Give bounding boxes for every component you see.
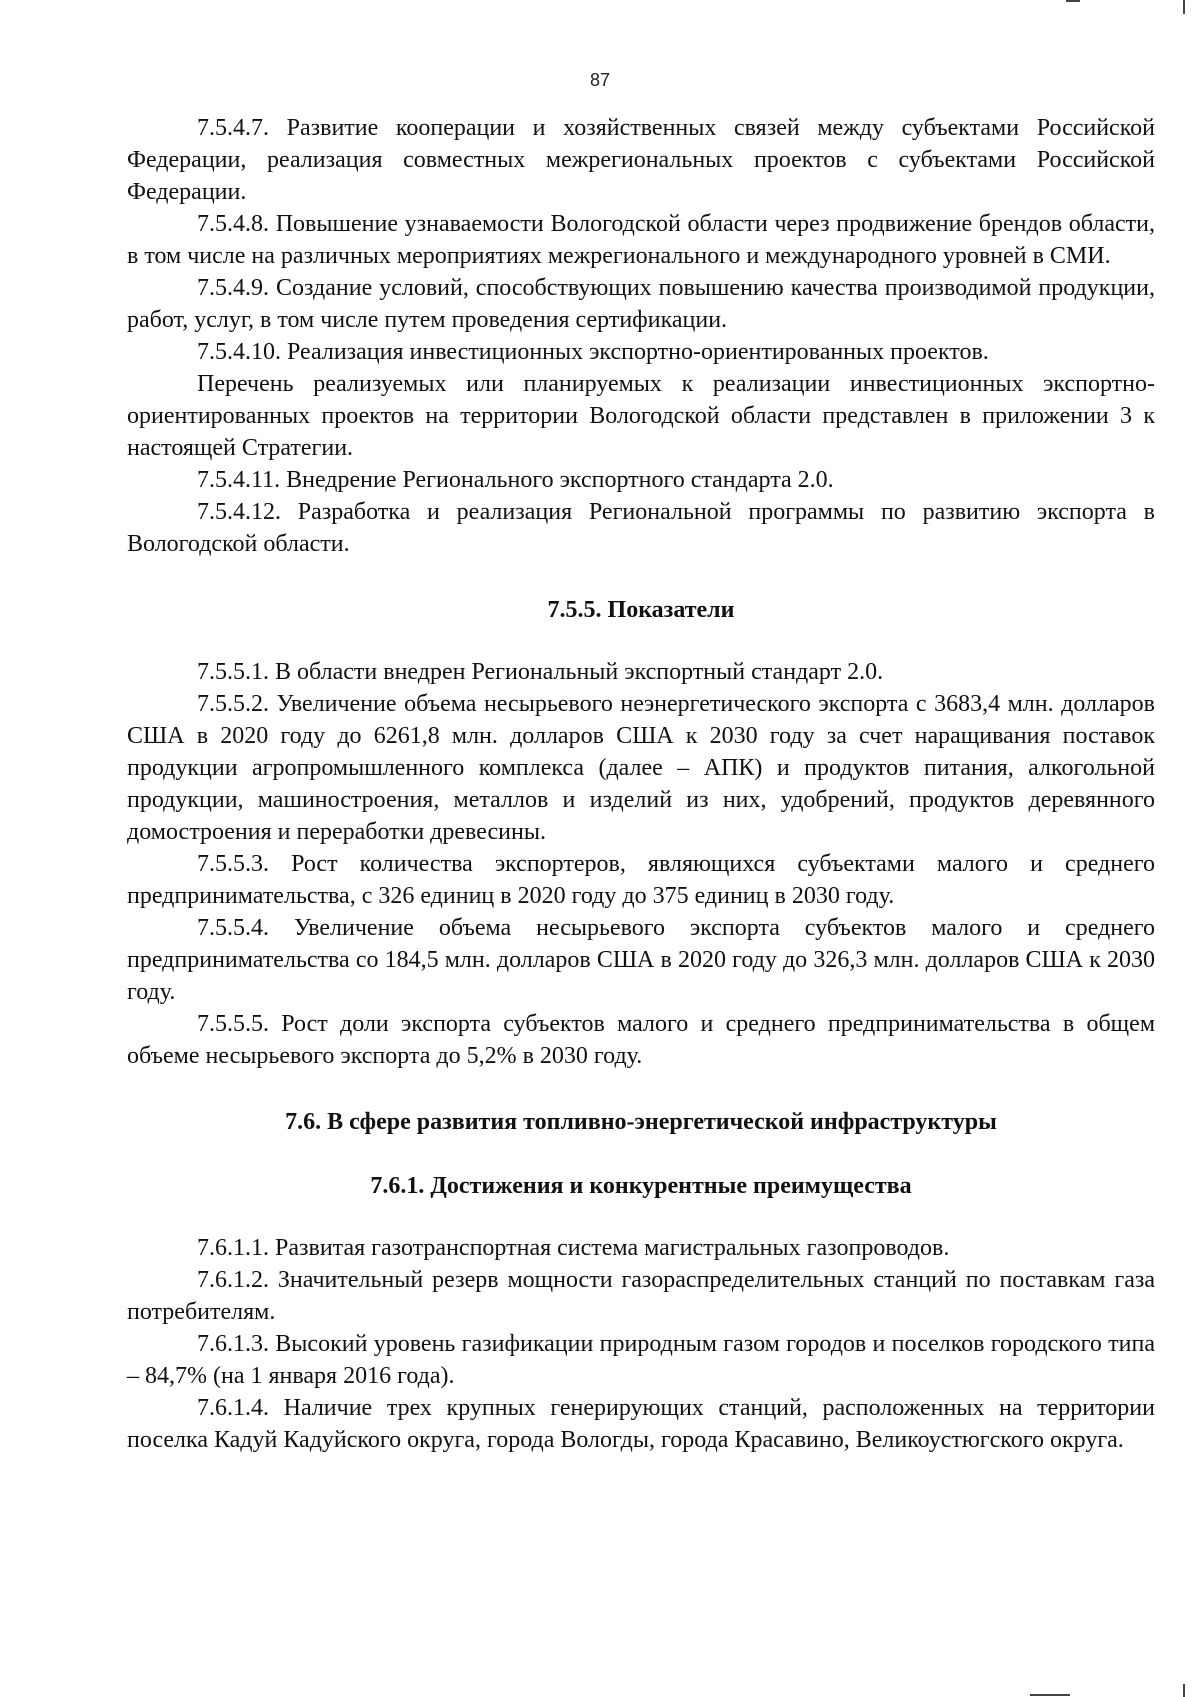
scan-edge-mark xyxy=(1066,0,1080,2)
achievement-7-6-1-4: 7.6.1.4. Наличие трех крупных генерирующих станций, расположенных на территории поселка Кадуй Кадуйского округа, города Вологды, города Красавино, Великоустюгского округа. xyxy=(127,1395,1155,1453)
achievement-7-6-1-2: 7.6.1.2. Значительный резерв мощности газораспределительных станций по поставкам газа потребителям. xyxy=(127,1267,1155,1325)
achievement-7-6-1-1: 7.6.1.1. Развитая газотранспортная система магистральных газопроводов. xyxy=(197,1235,950,1261)
heading-7-6: 7.6. В сфере развития топливно-энергетической инфраструктуры xyxy=(285,1109,997,1135)
indicator-7-5-5-3: 7.5.5.3. Рост количества экспортеров, являющихся субъектами малого и среднего предпринимательства, с 326 единиц в 2020 году до 375 единиц в 2030 году. xyxy=(127,851,1155,909)
indicator-7-5-5-5: 7.5.5.5. Рост доли экспорта субъектов малого и среднего предпринимательства в общем объеме несырьевого экспорта до 5,2% в 2030 году. xyxy=(127,1011,1155,1069)
paragraph-project-list: Перечень реализуемых или планируемых к реализации инвестиционных экспортно-ориентированных проектов на территории Вологодской области представлен в приложении 3 к настоящей Стратегии. xyxy=(127,371,1155,461)
paragraph-7-5-4-11: 7.5.4.11. Внедрение Регионального экспортного стандарта 2.0. xyxy=(197,467,834,493)
heading-7-5-5: 7.5.5. Показатели xyxy=(547,597,735,623)
heading-7-6-1: 7.6.1. Достижения и конкурентные преимущества xyxy=(370,1173,912,1199)
scan-edge-mark xyxy=(1183,0,1185,14)
scan-edge-mark xyxy=(1030,1694,1070,1696)
paragraph-7-5-4-7: 7.5.4.7. Развитие кооперации и хозяйственных связей между субъектами Российской Федерации, реализация совместных межрегиональных проектов с субъектами Российской Федерации. xyxy=(127,115,1155,205)
paragraph-7-5-4-10: 7.5.4.10. Реализация инвестиционных экспортно-ориентированных проектов. xyxy=(197,339,989,365)
indicator-7-5-5-1: 7.5.5.1. В области внедрен Региональный экспортный стандарт 2.0. xyxy=(197,659,884,685)
document-body xyxy=(127,112,1155,1456)
page-number: 87 xyxy=(589,70,611,90)
scan-edge-mark xyxy=(1183,1684,1185,1697)
paragraph-7-5-4-12: 7.5.4.12. Разработка и реализация Региональной программы по развитию экспорта в Вологодской области. xyxy=(127,499,1155,557)
paragraph-7-5-4-8: 7.5.4.8. Повышение узнаваемости Вологодской области через продвижение брендов области, в том числе на различных мероприятиях межрегионального и международного уровней в СМИ. xyxy=(127,211,1155,269)
achievement-7-6-1-3: 7.6.1.3. Высокий уровень газификации природным газом городов и поселков городского типа – 84,7% (на 1 января 2016 года). xyxy=(127,1331,1155,1389)
paragraph-7-5-4-9: 7.5.4.9. Создание условий, способствующих повышению качества производимой продукции, работ, услуг, в том числе путем проведения сертификации. xyxy=(127,275,1155,333)
indicator-7-5-5-4: 7.5.5.4. Увеличение объема несырьевого экспорта субъектов малого и среднего предпринимательства со 184,5 млн. долларов США в 2020 году до 326,3 млн. долларов США к 2030 году. xyxy=(127,915,1155,1005)
indicator-7-5-5-2: 7.5.5.2. Увеличение объема несырьевого неэнергетического экспорта с 3683,4 млн. долларов США в 2020 году до 6261,8 млн. долларов США к 2030 году за счет наращивания поставок продукции агропромышленного комплекса (далее – АПК) и продуктов питания, алкогольной продукции, машиностроения, металлов и изделий из них, удобрений, продуктов деревянного домостроения и переработки древесины. xyxy=(127,691,1155,845)
